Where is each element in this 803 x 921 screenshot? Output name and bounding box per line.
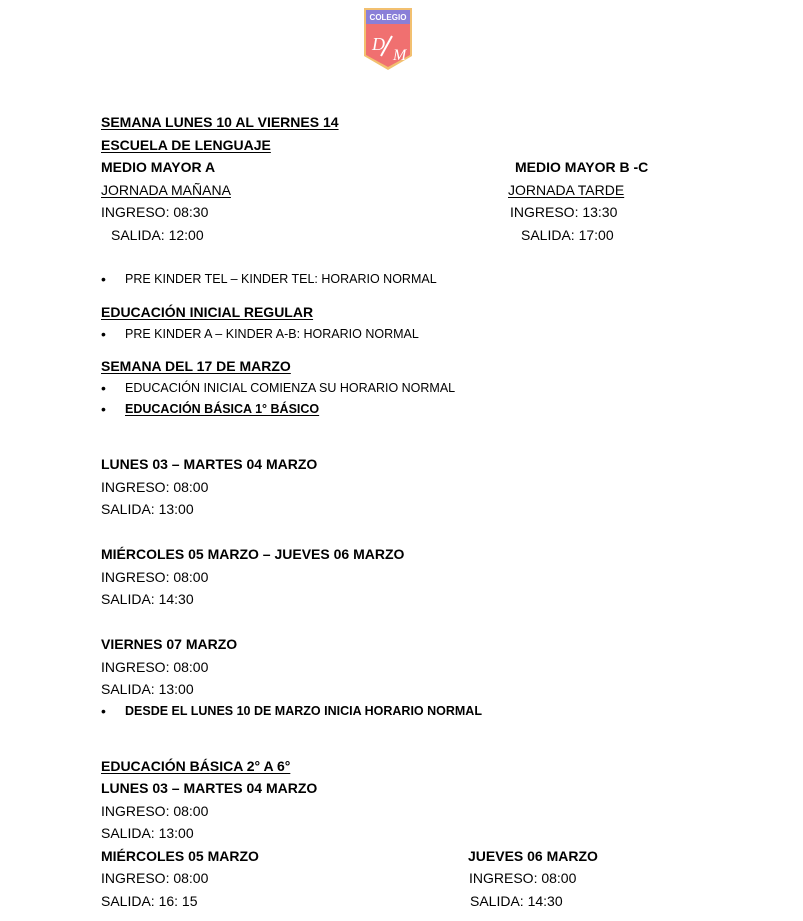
basica2-b1-salida: SALIDA: 13:00 [101, 825, 194, 841]
basica1-note: DESDE EL LUNES 10 DE MARZO INICIA HORARIO NORMAL [125, 704, 482, 718]
basica2-left-title: MIÉRCOLES 05 MARZO [101, 848, 259, 864]
basica2-right-salida: SALIDA: 14:30 [470, 893, 563, 909]
basica2-left-salida: SALIDA: 16: 15 [101, 893, 198, 909]
basica2-right-title: JUEVES 06 MARZO [468, 848, 598, 864]
week-title: SEMANA LUNES 10 AL VIERNES 14 [101, 114, 339, 130]
salida-left: SALIDA: 12:00 [111, 227, 204, 243]
bullet-icon: • [101, 326, 106, 342]
shift-left: JORNADA MAÑANA [101, 182, 231, 198]
basica2-right-ingreso: INGRESO: 08:00 [469, 870, 577, 886]
basica1-b1-ingreso: INGRESO: 08:00 [101, 479, 209, 495]
ingreso-right: INGRESO: 13:30 [510, 204, 618, 220]
basica1-b1-salida: SALIDA: 13:00 [101, 501, 194, 517]
bullet-icon: • [101, 401, 106, 417]
school-title: ESCUELA DE LENGUAJE [101, 137, 271, 153]
inicial-title: EDUCACIÓN INICIAL REGULAR [101, 304, 314, 320]
basica1-b3-title: VIERNES 07 MARZO [101, 636, 238, 652]
bullet-icon: • [101, 703, 106, 719]
basica1-b2-title: MIÉRCOLES 05 MARZO – JUEVES 06 MARZO [101, 546, 405, 562]
basica1-b3-ingreso: INGRESO: 08:00 [101, 659, 209, 675]
semana17-title: SEMANA DEL 17 DE MARZO [101, 358, 291, 374]
basica2-left-ingreso: INGRESO: 08:00 [101, 870, 209, 886]
svg-text:D: D [372, 34, 385, 54]
semana17-bullet-2: EDUCACIÓN BÁSICA 1° BÁSICO [125, 402, 320, 416]
basica2-b1-ingreso: INGRESO: 08:00 [101, 803, 209, 819]
bullet-icon: • [101, 380, 106, 396]
lenguaje-bullet: PRE KINDER TEL – KINDER TEL: HORARIO NORMAL [125, 272, 437, 286]
bullet-icon: • [101, 271, 106, 287]
basica1-b2-salida: SALIDA: 14:30 [101, 591, 194, 607]
inicial-bullet: PRE KINDER A – KINDER A-B: HORARIO NORMAL [125, 327, 419, 341]
group-left: MEDIO MAYOR A [101, 159, 216, 175]
basica2-title: EDUCACIÓN BÁSICA 2° A 6° [101, 758, 291, 774]
shift-right: JORNADA TARDE [508, 182, 625, 198]
ingreso-left: INGRESO: 08:30 [101, 204, 209, 220]
logo-caption: COLEGIO [369, 13, 407, 22]
basica1-b2-ingreso: INGRESO: 08:00 [101, 569, 209, 585]
basica1-b1-title: LUNES 03 – MARTES 04 MARZO [101, 456, 318, 472]
semana17-bullet-1: EDUCACIÓN INICIAL COMIENZA SU HORARIO NORMAL [125, 381, 456, 395]
svg-text:M: M [393, 47, 407, 64]
school-logo [362, 6, 414, 72]
group-right: MEDIO MAYOR B -C [515, 159, 649, 175]
basica2-b1-title: LUNES 03 – MARTES 04 MARZO [101, 780, 318, 796]
basica1-b3-salida: SALIDA: 13:00 [101, 681, 194, 697]
salida-right: SALIDA: 17:00 [521, 227, 614, 243]
